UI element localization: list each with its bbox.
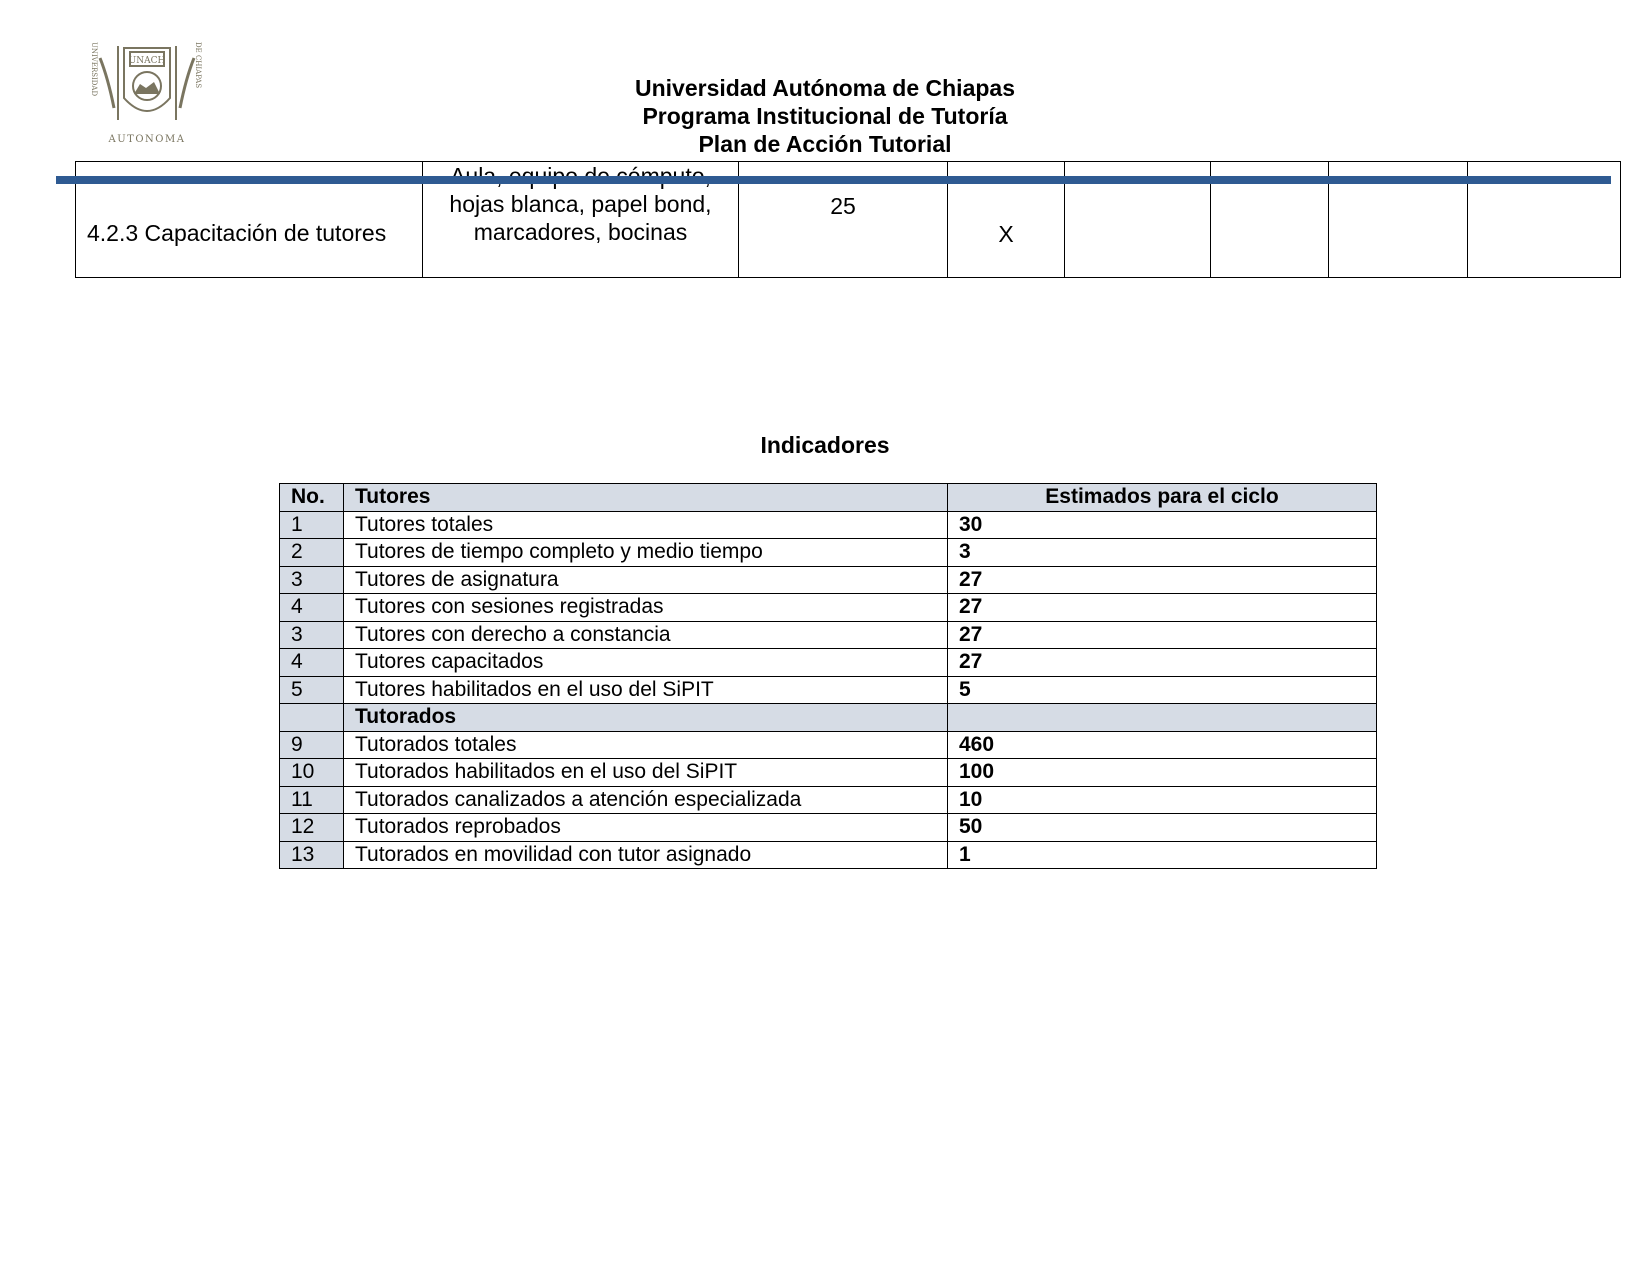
row-value: 460 xyxy=(948,731,1377,759)
row-number: 5 xyxy=(280,676,344,704)
row-label: Tutorados totales xyxy=(344,731,948,759)
row-value: 3 xyxy=(948,539,1377,567)
row-value: 30 xyxy=(948,511,1377,539)
row-value: 100 xyxy=(948,759,1377,787)
indicators-title: Indicadores xyxy=(760,432,890,458)
table-row xyxy=(280,511,1377,539)
logo-arc-right-text: DE CHIAPAS xyxy=(194,42,202,89)
document-header xyxy=(0,74,1650,158)
row-label: Tutores de tiempo completo y medio tiempo xyxy=(344,539,948,567)
row-number: 12 xyxy=(280,814,344,842)
logo-arc-left-text: UNIVERSIDAD xyxy=(90,42,98,97)
header-university: Universidad Autónoma de Chiapas xyxy=(635,75,1015,101)
row-value: 1 xyxy=(948,841,1377,869)
row-number: 1 xyxy=(280,511,344,539)
logo-shield-text: UNACH xyxy=(128,56,166,66)
table-row xyxy=(280,841,1377,869)
row-number: 13 xyxy=(280,841,344,869)
row-number: 4 xyxy=(280,594,344,622)
row-label: Tutorados reprobados xyxy=(344,814,948,842)
column-header-estimate: Estimados para el ciclo xyxy=(948,484,1377,512)
resources-line: hojas blanca, papel bond, xyxy=(449,191,712,217)
row-value: 10 xyxy=(948,786,1377,814)
logo-bottom-text: AUTONOMA xyxy=(108,134,186,145)
table-row xyxy=(280,786,1377,814)
row-value xyxy=(948,704,1377,732)
row-value: 50 xyxy=(948,814,1377,842)
mark-text: X xyxy=(998,221,1014,247)
header-program: Programa Institucional de Tutoría xyxy=(642,103,1008,129)
table-row xyxy=(280,594,1377,622)
table-row xyxy=(280,759,1377,787)
row-label: Tutorados habilitados en el uso del SiPIT xyxy=(344,759,948,787)
row-value: 27 xyxy=(948,621,1377,649)
table-row xyxy=(280,621,1377,649)
row-label: Tutores totales xyxy=(344,511,948,539)
table-row xyxy=(280,731,1377,759)
header-band xyxy=(56,176,1611,184)
header-plan: Plan de Acción Tutorial xyxy=(698,131,952,157)
table-row xyxy=(280,566,1377,594)
indicators-table xyxy=(279,483,1377,869)
row-label: Tutorados canalizados a atención especializada xyxy=(344,786,948,814)
row-number: 3 xyxy=(280,621,344,649)
column-header-no: No. xyxy=(280,484,344,512)
row-number: 3 xyxy=(280,566,344,594)
row-label: Tutores habilitados en el uso del SiPIT xyxy=(344,676,948,704)
row-number: 11 xyxy=(280,786,344,814)
table-row xyxy=(280,814,1377,842)
activity-text: 4.2.3 Capacitación de tutores xyxy=(87,220,387,246)
row-label: Tutores capacitados xyxy=(344,649,948,677)
tutorados-section-row xyxy=(280,704,1377,732)
column-header-tutors: Tutores xyxy=(344,484,948,512)
row-value: 27 xyxy=(948,649,1377,677)
table-row xyxy=(280,676,1377,704)
row-number: 4 xyxy=(280,649,344,677)
row-label: Tutores con derecho a constancia xyxy=(344,621,948,649)
table-row xyxy=(280,649,1377,677)
row-number: 9 xyxy=(280,731,344,759)
resources-line: marcadores, bocinas xyxy=(473,219,688,245)
row-label: Tutorados en movilidad con tutor asignado xyxy=(344,841,948,869)
row-label: Tutores de asignatura xyxy=(344,566,948,594)
row-label: Tutores con sesiones registradas xyxy=(344,594,948,622)
table-row xyxy=(280,539,1377,567)
row-value: 27 xyxy=(948,566,1377,594)
row-value: 5 xyxy=(948,676,1377,704)
table-header-row xyxy=(280,484,1377,512)
quantity-text: 25 xyxy=(830,193,856,219)
row-number: 10 xyxy=(280,759,344,787)
tutorados-heading: Tutorados xyxy=(344,704,948,732)
row-number xyxy=(280,704,344,732)
row-number: 2 xyxy=(280,539,344,567)
row-value: 27 xyxy=(948,594,1377,622)
